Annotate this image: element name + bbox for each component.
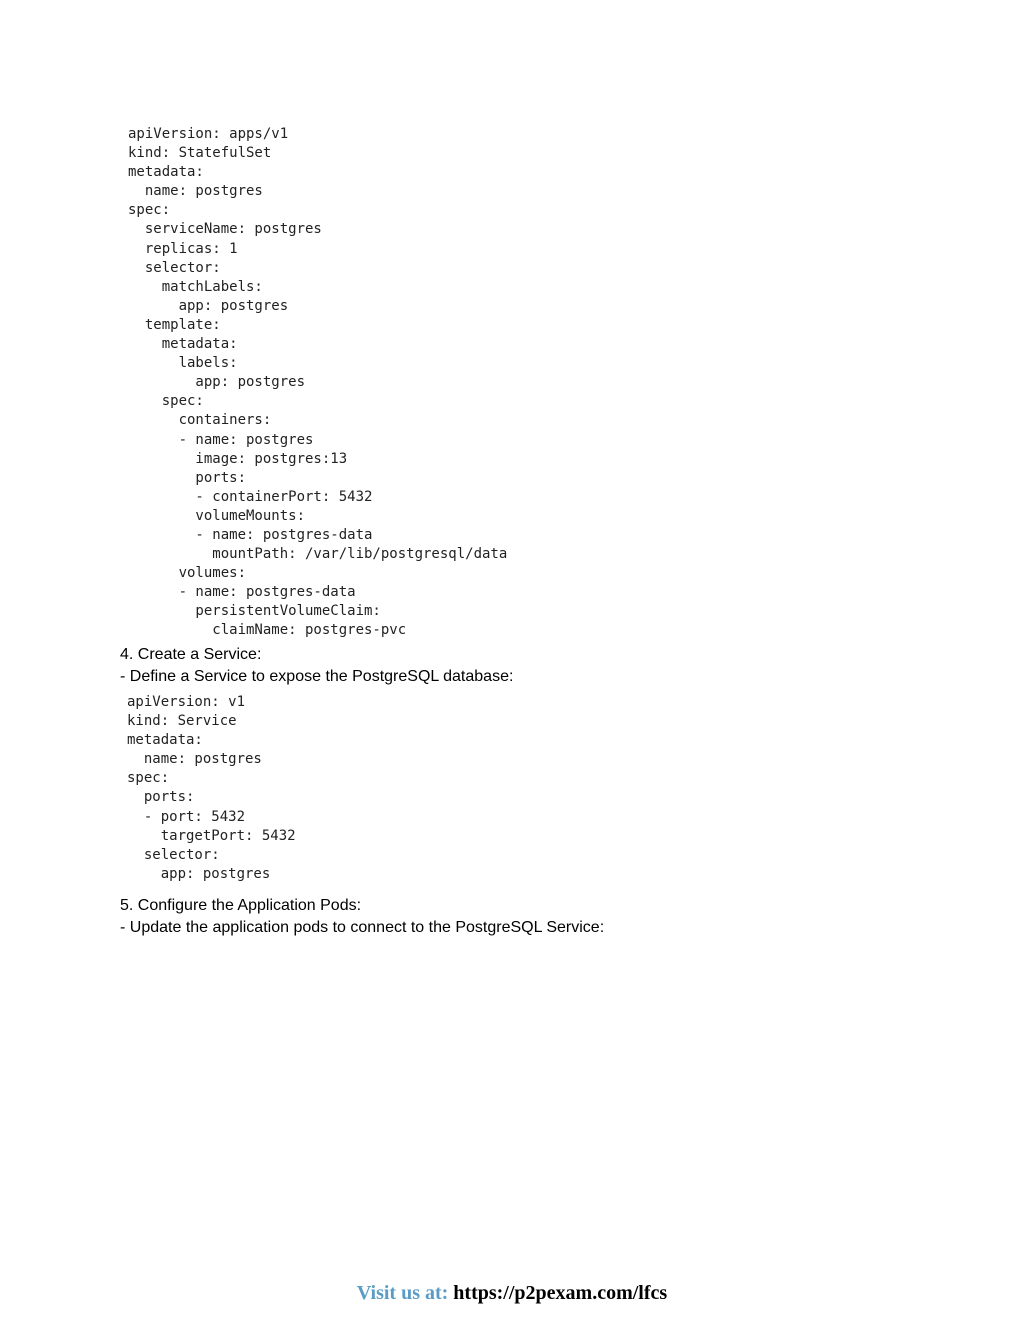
code-line: selector: — [128, 259, 221, 276]
code-line: ports: — [127, 789, 195, 806]
code-line: spec: — [128, 202, 171, 219]
code-line: app: postgres — [128, 374, 306, 391]
code-line: replicas: 1 — [128, 240, 238, 257]
step-5-description: - Update the application pods to connect to the PostgreSQL Service: — [120, 919, 605, 936]
code-line: app: postgres — [128, 297, 289, 314]
code-line: spec: — [128, 393, 204, 410]
code-line: metadata: — [127, 732, 203, 749]
code-line: persistentVolumeClaim: — [128, 603, 381, 620]
code-line: - name: postgres-data — [128, 526, 373, 543]
code-line: ports: — [128, 469, 247, 486]
code-line: kind: Service — [127, 713, 237, 730]
code-line: mountPath: /var/lib/postgresql/data — [128, 546, 508, 563]
step-4-description: - Define a Service to expose the PostgreSQL database: — [120, 668, 514, 685]
code-line: image: postgres:13 — [128, 450, 348, 467]
code-line: spec: — [127, 770, 170, 787]
code-line: selector: — [127, 846, 220, 863]
code-line: apiVersion: v1 — [127, 694, 246, 710]
code-line: apiVersion: apps/v1 — [128, 126, 289, 142]
code-line: volumeMounts: — [128, 507, 306, 524]
code-line: matchLabels: — [128, 278, 263, 295]
code-line: name: postgres — [127, 751, 262, 768]
code-line: kind: StatefulSet — [128, 145, 272, 162]
code-line: metadata: — [128, 164, 204, 181]
code-line: - name: postgres — [128, 431, 314, 448]
code-line: template: — [128, 316, 221, 333]
code-line: containers: — [128, 412, 272, 429]
code-line: volumes: — [128, 565, 247, 582]
code-line: - containerPort: 5432 — [128, 488, 373, 505]
step-5-heading: 5. Configure the Application Pods: — [120, 897, 362, 914]
code-line: app: postgres — [127, 865, 271, 882]
code-line: serviceName: postgres — [128, 221, 322, 238]
step-4-heading: 4. Create a Service: — [120, 646, 262, 663]
code-line: labels: — [128, 355, 238, 372]
page-footer — [0, 1281, 1024, 1305]
service-yaml-block — [127, 693, 296, 884]
code-line: targetPort: 5432 — [127, 827, 296, 844]
footer-label: Visit us at: — [356, 1282, 449, 1304]
code-line: - name: postgres-data — [128, 584, 356, 601]
code-line: name: postgres — [128, 183, 263, 200]
code-line: metadata: — [128, 336, 238, 353]
code-line: - port: 5432 — [127, 808, 246, 825]
statefulset-yaml-block — [128, 125, 507, 641]
code-line: claimName: postgres-pvc — [128, 622, 407, 639]
footer-link[interactable]: https://p2pexam.com/lfcs — [453, 1282, 668, 1304]
